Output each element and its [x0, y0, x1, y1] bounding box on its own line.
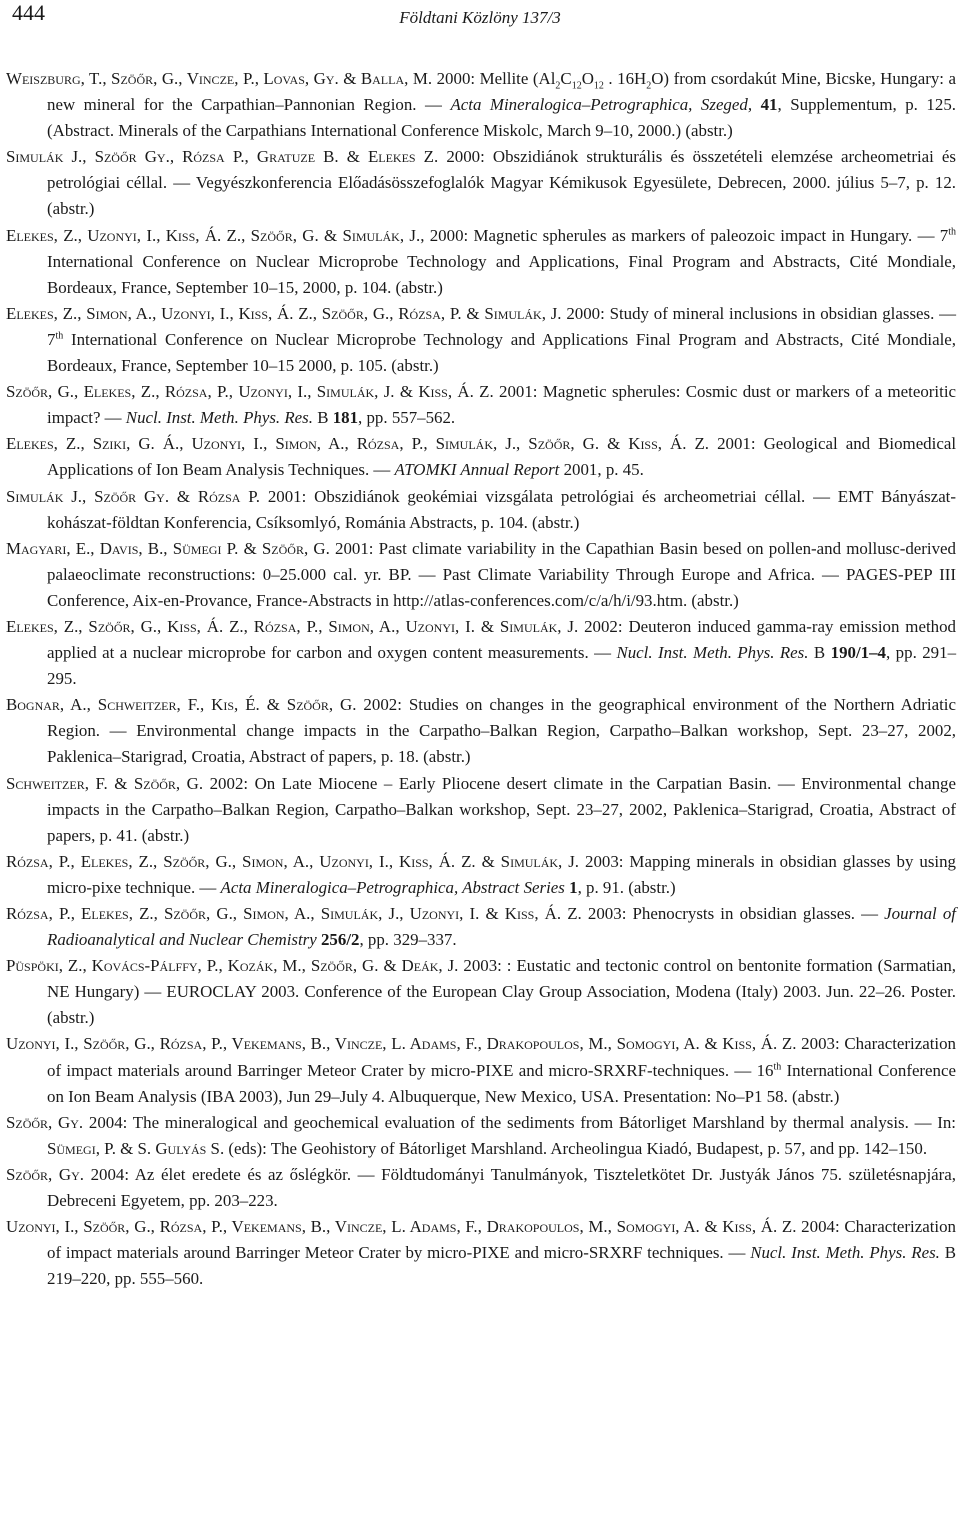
reference-entry: Schweitzer, F. & Szöőr, G. 2002: On Late Miocene – Early Pliocene desert climate in the Carpatian Basin. — Environmental change impacts in the Carpatho–Balkan Region, Carpatho–Balkan workshop, Sept. 23–27, 2002, Paklenica–Starigrad, Croatia, Abstract of papers, p. 41. (abstr.): [6, 773, 956, 845]
page-header: [0, 0, 960, 40]
reference-entry: Weiszburg, T., Szöőr, G., Vincze, P., Lovas, Gy. & Balla, M. 2000: Mellite ($Al_2C_{12}O_{12}$ . $16H_2O$) from csordakút Mine, Bicske, Hungary: a new mineral for the Carpathian–Pannonian Region. — Acta Mineralogica–Petrographica, Szeged, 41, Supplementum, p. 125. (Abstract. Minerals of the Carpathians International Conference Miskolc, March 9–10, 2000.) (abstr.): [6, 69, 956, 141]
reference-entry: Uzonyi, I., Szöőr, G., Rózsa, P., Vekemans, B., Vincze, L. Adams, F., Drakopoulos, M., Somogyi, A. & Kiss, Á. Z. 2003: Characterization of impact materials around Barringer Meteor Crater by micro-PIXE and micro-SRXRF-techniques. — 16th International Conference on Ion Beam Analysis (IBA 2003), Jun 29–July 4. Albuquerque, New Mexico, USA. Presentation: No–P1 58. (abstr.): [6, 1034, 956, 1106]
reference-entry: Elekes, Z., Szöőr, G., Kiss, Á. Z., Rózsa, P., Simon, A., Uzonyi, I. & Simulák, J. 2002: Deuteron induced gamma-ray emission method applied at a nuclear microprobe for carbon and oxygen content measurements. — Nucl. Inst. Meth. Phys. Res. B 190/1–4, pp. 291–295.: [6, 616, 957, 689]
running-head: Földtani Közlöny 137/3: [399, 8, 561, 27]
reference-entry: Rózsa, P., Elekes, Z., Szöőr, G., Simon, A., Simulák, J., Uzonyi, I. & Kiss, Á. Z. 2003: Phenocrysts in obsidian glasses. — Journal of Radioanalytical and Nuclear Chemistry 256/2, pp. 329–337.: [6, 904, 956, 950]
reference-entry: Elekes, Z., Uzonyi, I., Kiss, Á. Z., Szöőr, G. & Simulák, J., 2000: Magnetic spherules as markers of paleozoic impact in Hungary. — 7th International Conference on Nuclear Microprobe Technology and Applications, Final Program and Abstracts, Cité Mondiale, Bordeaux, France, September 10–15, 2000, p. 104. (abstr.): [6, 225, 957, 297]
reference-entry: Uzonyi, I., Szöőr, G., Rózsa, P., Vekemans, B., Vincze, L. Adams, F., Drakopoulos, M., Somogyi, A. & Kiss, Á. Z. 2004: Characterization of impact materials around Barringer Meteor Crater by micro-PIXE and micro-SRXRF techniques. — Nucl. Inst. Meth. Phys. Res. B 219–220, pp. 555–560.: [6, 1217, 956, 1289]
reference-entry: Elekes, Z., Sziki, G. Á., Uzonyi, I., Simon, A., Rózsa, P., Simulák, J., Szöőr, G. & Kiss, Á. Z. 2001: Geological and Biomedical Applications of Ion Beam Analysis Techniques. — ATOMKI Annual Report 2001, p. 45.: [6, 434, 957, 480]
reference-entry: Püspöki, Z., Kovács-Pálffy, P., Kozák, M., Szöőr, G. & Deák, J. 2003: : Eustatic and tectonic control on bentonite formation (Sarmatian, NE Hungary) — EUROCLAY 2003. Conference of the European Clay Group Association, Modena (Italy) 2003. Jun. 22–26. Poster. (abstr.): [6, 956, 956, 1028]
reference-entry: Szöőr, Gy. 2004: The mineralogical and geochemical evaluation of the sediments from Bátorliget Marshland by thermal analysis. — In: Sümegi, P. & S. Gulyás S. (eds): The Geohistory of Bátorliget Marshland. Archeolingua Kiadó, Budapest, p. 57, and pp. 142–150.: [6, 1112, 956, 1158]
reference-entry: Szöőr, G., Elekes, Z., Rózsa, P., Uzonyi, I., Simulák, J. & Kiss, Á. Z. 2001: Magnetic spherules: Cosmic dust or markers of a meteoritic impact? — Nucl. Inst. Meth. Phys. Res. B 181, pp. 557–562.: [6, 382, 957, 428]
reference-entry: Simulák J., Szöőr Gy., Rózsa P., Gratuze B. & Elekes Z. 2000: Obszidiánok strukturális és összetételi elemzése archeometriai és petrológiai céllal. — Vegyészkonferencia Előadásösszefoglalók Magyar Kémikusok Egyesülete, Debrecen, 2000. július 5–7, p. 12. (abstr.): [6, 147, 957, 219]
page-number: 444: [12, 0, 45, 25]
reference-entry: Rózsa, P., Elekes, Z., Szöőr, G., Simon, A., Uzonyi, I., Kiss, Á. Z. & Simulák, J. 2003: Mapping minerals in obsidian glasses by using micro-pixe technique. — Acta Mineralogica–Petrographica, Abstract Series 1, p. 91. (abstr.): [6, 851, 957, 897]
reference-entry: Simulák J., Szöőr Gy. & Rózsa P. 2001: Obszidiánok geokémiai vizsgálata petrológiai és archeometriai céllal. — EMT Bányászat-kohászat-földtan Konferencia, Csíksomlyó, Románia Abstracts, p. 104. (abstr.): [6, 486, 957, 532]
reference-list: [6, 66, 956, 1292]
reference-entry: Szöőr, Gy. 2004: Az élet eredete és az őslégkör. — Földtudományi Tanulmányok, Tiszteletkötet Dr. Justyák János 75. születésnapjára, Debreceni Egyetem, pp. 203–223.: [6, 1164, 957, 1211]
reference-entry: Magyari, E., Davis, B., Sümegi P. & Szöőr, G. 2001: Past climate variability in the Capathian Basin besed on pollen-and mollusc-derived palaeoclimate reconstructions: 0–25.000 cal. yr. BP. — Past Climate Variability Through Europe and Africa. — PAGES-PEP III Conference, Aix-en-Provance, France-Abstracts in http://atlas-conferences.com/c/a/h/i/93.htm. (abstr.): [6, 538, 956, 610]
reference-entry: Elekes, Z., Simon, A., Uzonyi, I., Kiss, Á. Z., Szöőr, G., Rózsa, P. & Simulák, J. 2000: Study of mineral inclusions in obsidian glasses. — 7th International Conference on Nuclear Microprobe Technology and Applications Final Program and Abstracts, Cité Mondiale, Bordeaux, France, September 10–15 2000, p. 105. (abstr.): [6, 303, 956, 376]
reference-entry: Bognar, A., Schweitzer, F., Kis, É. & Szöőr, G. 2002: Studies on changes in the geographical environment of the Northern Adriatic Region. — Environmental change impacts in the Carpatho–Balkan Region, Carpatho–Balkan workshop, Sept. 23–27, 2002, Paklenica–Starigrad, Croatia, Abstract of papers, p. 18. (abstr.): [6, 695, 956, 767]
